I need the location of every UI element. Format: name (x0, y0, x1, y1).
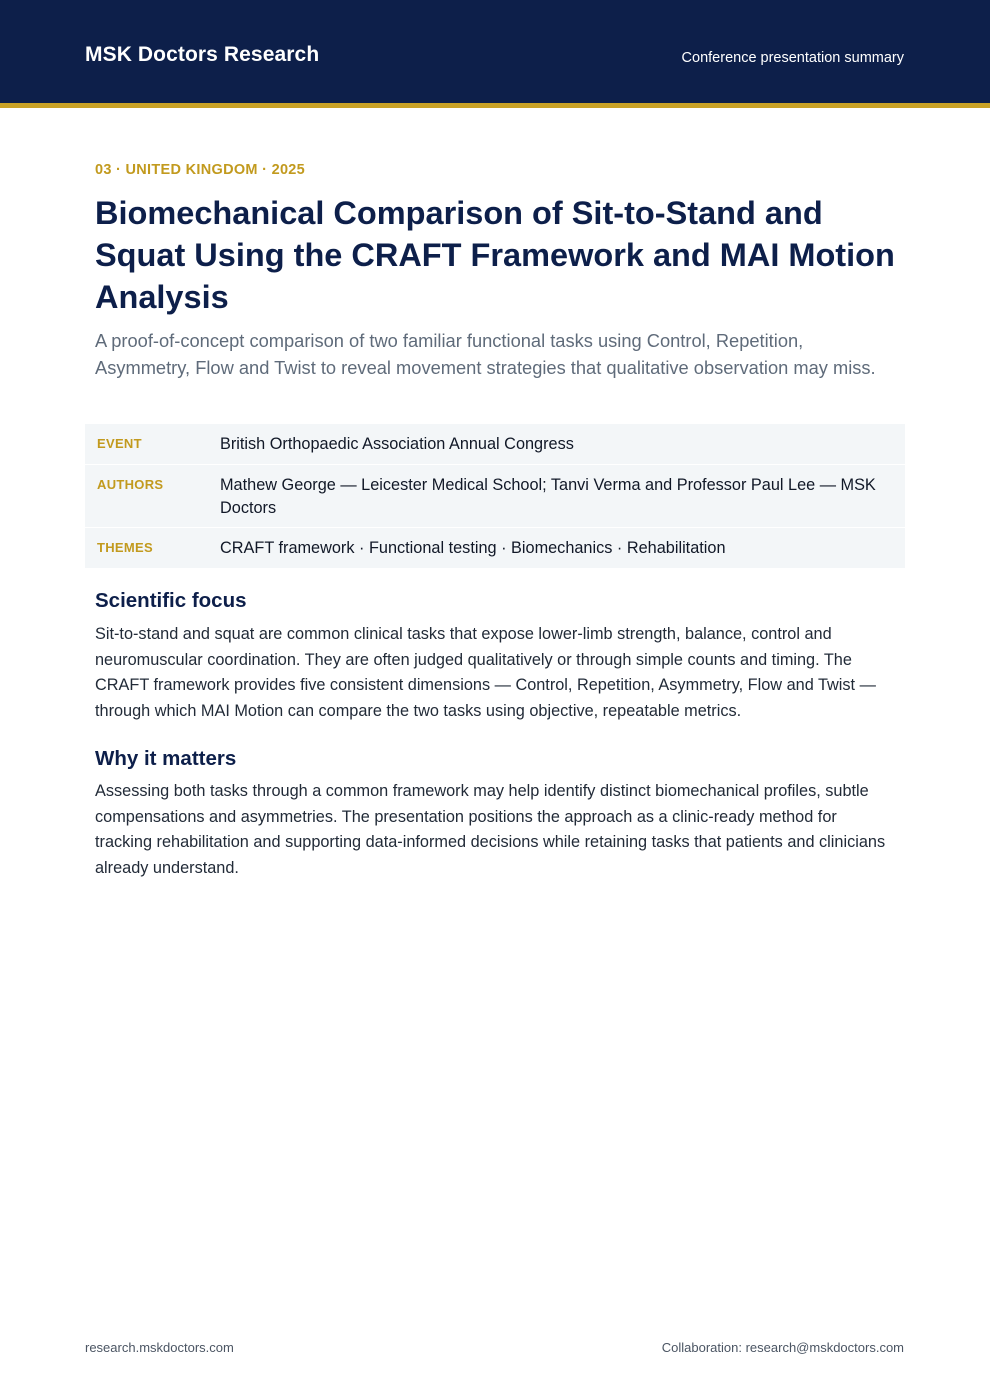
metadata-row-event (85, 424, 905, 465)
page-header (0, 0, 990, 108)
metadata-row-themes (85, 528, 905, 568)
metadata-value: British Orthopaedic Association Annual Congress (220, 435, 574, 453)
metadata-value: Mathew George — Leicester Medical School; Tanvi Verma and Professor Paul Lee — MSK Doctors (220, 476, 876, 517)
eyebrow-meta: 03 · UNITED KINGDOM · 2025 (95, 162, 306, 178)
footer-website-link[interactable]: research.mskdoctors.com (85, 1340, 234, 1355)
page-title: Biomechanical Comparison of Sit-to-Stand and Squat Using the CRAFT Framework and MAI Motion Analysis (95, 195, 895, 315)
footer-contact-email[interactable]: Collaboration: research@mskdoctors.com (661, 1340, 904, 1355)
section-heading-scientific-focus: Scientific focus (95, 589, 247, 612)
page-subtitle: A proof-of-concept comparison of two familiar functional tasks using Control, Repetition, Asymmetry, Flow and Twist to reveal movement strategies that qualitative observation may miss. (95, 330, 876, 378)
metadata-row-authors (85, 465, 905, 528)
document-type: Conference presentation summary (681, 50, 904, 66)
metadata-table (85, 424, 905, 568)
metadata-label: THEMES (97, 540, 153, 555)
brand-name: MSK Doctors Research (85, 43, 320, 66)
metadata-value: CRAFT framework · Functional testing · Biomechanics · Rehabilitation (220, 539, 726, 557)
metadata-label: AUTHORS (97, 477, 164, 492)
section-body-scientific-focus: Sit-to-stand and squat are common clinical tasks that expose lower-limb strength, balance, control and neuromuscular coordination. They are often judged qualitatively or through simple counts and timing. The CRAFT framework provides five consistent dimensions — Control, Repetition, Asymmetry, Flow and Twist — through which MAI Motion can compare the two tasks using objective, repeatable metrics. (95, 625, 876, 720)
metadata-label: EVENT (97, 436, 142, 451)
section-body-why-it-matters: Assessing both tasks through a common framework may help identify distinct biomechanical profiles, subtle compensations and asymmetries. The presentation positions the approach as a clinic-ready method for tracking rehabilitation and supporting data-informed decisions while retaining tasks that patients and clinicians already understand. (95, 782, 886, 877)
section-heading-why-it-matters: Why it matters (95, 747, 237, 770)
